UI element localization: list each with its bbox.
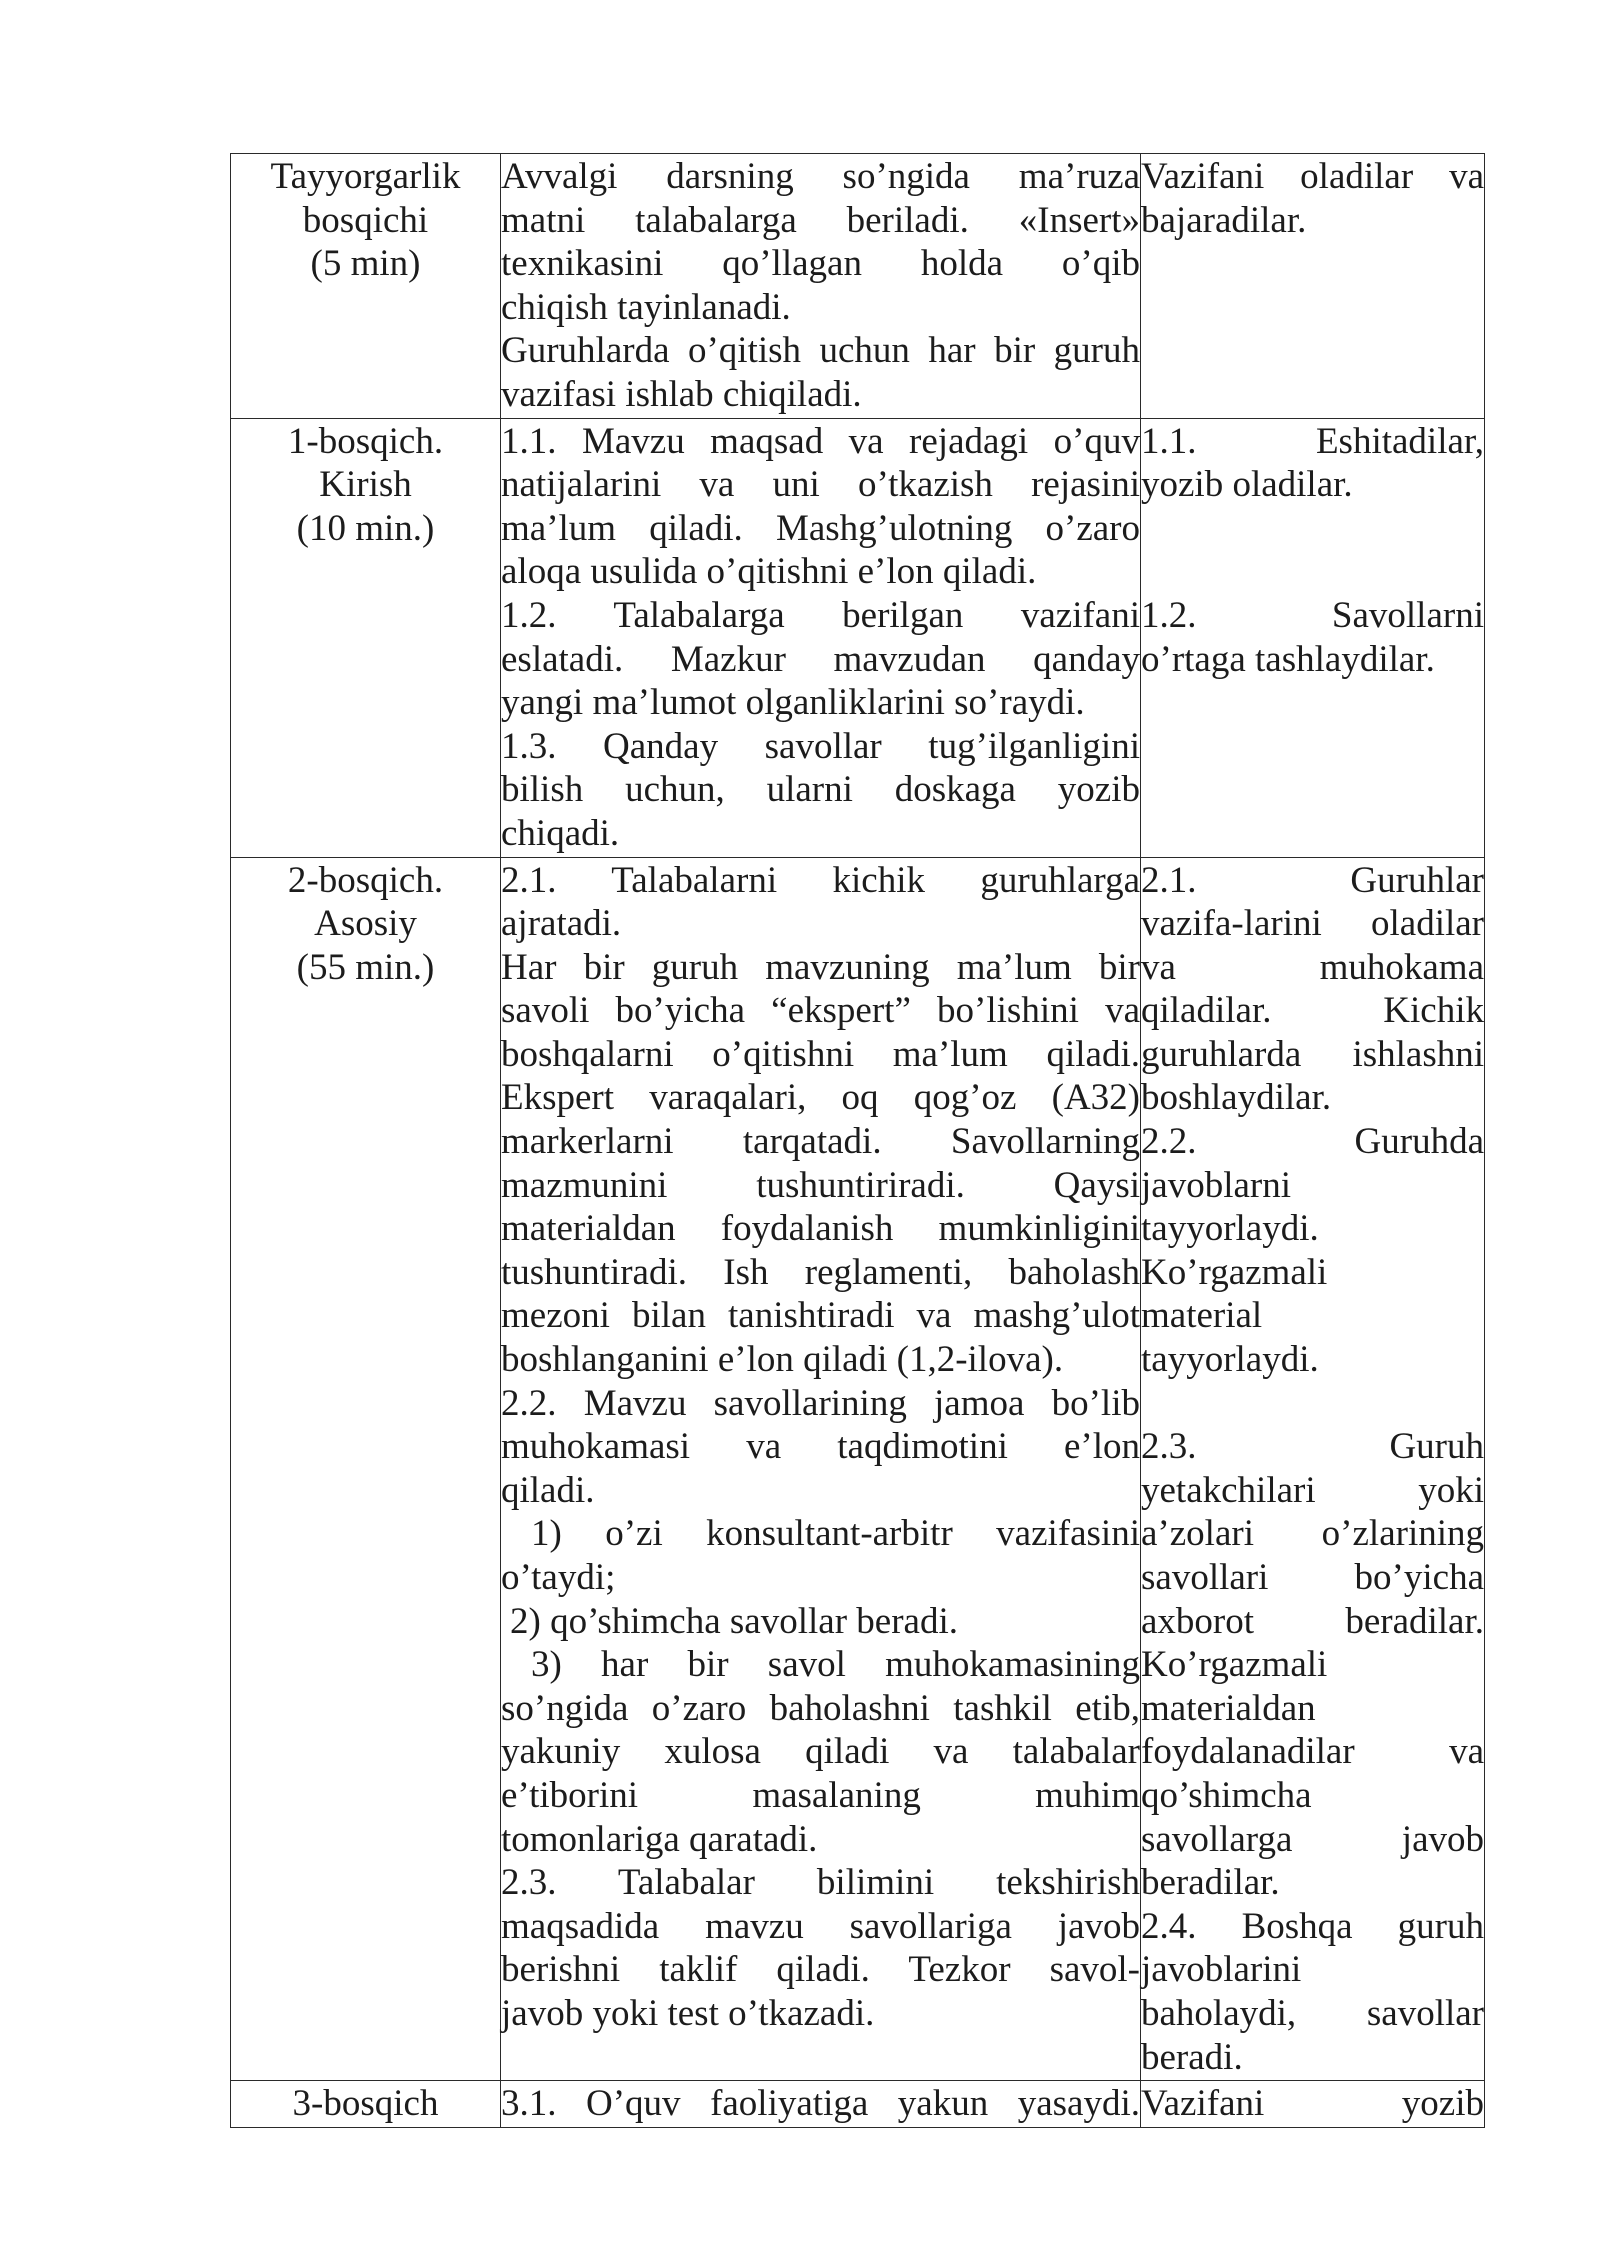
teacher-line: 2.2. Mavzu savollarining jamoa bo’lib	[501, 1382, 1140, 1424]
teacher-line: yangi ma’lumot olganliklarini so’raydi.	[501, 682, 1085, 724]
stage-line: 2-bosqich.	[287, 859, 444, 901]
teacher-line: ajratadi.	[501, 903, 622, 945]
teacher-line: 3) har bir savol muhokamasining	[531, 1644, 1140, 1686]
teacher-line: javob yoki test o’tkazadi.	[501, 1992, 875, 2034]
teacher-activity-cell	[501, 857, 1141, 2081]
student-line: 1.2. Savollarni	[1141, 594, 1484, 636]
table-row	[231, 857, 1485, 2081]
student-line: Ko’rgazmali	[1141, 1251, 1328, 1293]
student-line: 2.2. Guruhda	[1141, 1121, 1484, 1163]
student-line: javoblarini	[1141, 1949, 1302, 1991]
student-line: a’zolari o’zlarining	[1141, 1513, 1484, 1555]
student-line: o’rtaga tashlaydilar.	[1141, 638, 1435, 680]
stage-line: Asosiy	[314, 903, 417, 945]
stage-line: (55 min.)	[296, 946, 435, 988]
teacher-line: tomonlariga qaratadi.	[501, 1818, 818, 1860]
blank-line	[1141, 550, 1484, 594]
teacher-line: markerlarni tarqatadi. Savollarning	[501, 1121, 1140, 1163]
teacher-line: berishni taklif qiladi. Tezkor savol-	[501, 1949, 1140, 1991]
student-line: 2.4. Boshqa guruh	[1141, 1905, 1484, 1947]
student-line: savollari bo’yicha	[1141, 1557, 1484, 1598]
teacher-line: 3.1. O’quv faoliyatiga yakun yasaydi.	[501, 2083, 1140, 2125]
teacher-activity-cell	[501, 154, 1141, 419]
student-line: qiladilar. Kichik	[1141, 990, 1484, 1032]
teacher-line: 2.3. Talabalar bilimini tekshirish	[501, 1862, 1140, 1904]
teacher-line: natijalarini va uni o’tkazish rejasini	[501, 464, 1140, 506]
student-line: axborot beradilar.	[1141, 1600, 1484, 1642]
teacher-line: maqsadida mavzu savollariga javob	[501, 1905, 1140, 1947]
blank-line	[1141, 1382, 1484, 1426]
student-line: vazifa-larini oladilar	[1141, 903, 1484, 945]
stage-line: 3-bosqich	[292, 2083, 439, 2125]
teacher-line: qiladi.	[501, 1469, 595, 1511]
teacher-line: e’tiborini masalaning muhim	[501, 1774, 1140, 1816]
teacher-line: 2.1. Talabalarni kichik guruhlarga	[501, 859, 1140, 901]
teacher-line: 1.1. Mavzu maqsad va rejadagi o’quv	[501, 420, 1140, 462]
teacher-line: texnikasini qo’llagan holda o’qib	[501, 243, 1140, 285]
teacher-line: 1) o’zi konsultant-arbitr vazifasini	[531, 1513, 1140, 1555]
lesson-plan-table	[230, 153, 1485, 2128]
student-line: beradilar.	[1141, 1862, 1280, 1904]
student-line: 2.3. Guruh	[1141, 1426, 1484, 1468]
teacher-line: Har bir guruh mavzuning ma’lum bir	[501, 946, 1140, 988]
student-line: va muhokama	[1141, 946, 1484, 988]
teacher-line: vazifasi ishlab chiqiladi.	[501, 373, 862, 415]
teacher-line: mezoni bilan tanishtiradi va mashg’ulot	[501, 1295, 1140, 1337]
stage-line: (5 min)	[310, 243, 421, 285]
stage-cell	[231, 418, 501, 857]
stage-line: bosqichi	[302, 199, 429, 241]
teacher-line: chiqadi.	[501, 812, 620, 854]
stage-cell	[231, 2081, 501, 2128]
teacher-line: Avvalgi darsning so’ngida ma’ruza	[501, 156, 1140, 197]
teacher-line: 1.2. Talabalarga berilgan vazifani	[501, 594, 1140, 636]
table-row	[231, 2081, 1485, 2128]
student-line: boshlaydilar.	[1141, 1077, 1332, 1119]
stage-line: Tayyorgarlik	[270, 156, 461, 197]
teacher-line: ma’lum qiladi. Mashg’ulotning o’zaro	[501, 507, 1140, 549]
student-line: Vazifani oladilar va	[1141, 156, 1484, 197]
student-line: baholaydi, savollar	[1141, 1992, 1484, 2034]
teacher-activity-cell	[501, 2081, 1141, 2128]
student-line: yozib oladilar.	[1141, 464, 1353, 506]
teacher-line: so’ngida o’zaro baholashni tashkil etib,	[501, 1687, 1140, 1729]
student-line: tayyorlaydi.	[1141, 1208, 1319, 1250]
teacher-line: mazmunini tushuntiriradi. Qaysi	[501, 1164, 1140, 1206]
student-line: javoblarni	[1141, 1164, 1292, 1206]
teacher-line: chiqish tayinlanadi.	[501, 286, 791, 328]
student-line: 2.1. Guruhlar	[1141, 859, 1484, 901]
table-row	[231, 418, 1485, 857]
stage-line: 1-bosqich.	[287, 420, 444, 462]
teacher-line: 2) qo’shimcha savollar beradi.	[510, 1600, 958, 1642]
teacher-line: tushuntiradi. Ish reglamenti, baholash	[501, 1251, 1140, 1293]
student-line: Vazifani yozib	[1141, 2083, 1484, 2125]
teacher-line: Guruhlarda o’qitish uchun har bir guruh	[501, 330, 1140, 372]
student-activity-cell	[1141, 857, 1485, 2081]
student-line: qo’shimcha	[1141, 1774, 1312, 1816]
student-activity-cell	[1141, 418, 1485, 857]
student-line: savollarga javob	[1141, 1818, 1484, 1860]
table-row	[231, 154, 1485, 419]
stage-line: (10 min.)	[296, 507, 435, 549]
teacher-line: boshlanganini e’lon qiladi (1,2-ilova).	[501, 1339, 1064, 1381]
teacher-line: boshqalarni o’qitishni ma’lum qiladi.	[501, 1033, 1140, 1075]
teacher-line: yakuniy xulosa qiladi va talabalar	[501, 1731, 1140, 1773]
student-line: yetakchilari yoki	[1141, 1469, 1484, 1511]
teacher-line: Ekspert varaqalari, oq qog’oz (A32)	[501, 1077, 1140, 1119]
teacher-line: eslatadi. Mazkur mavzudan qanday	[501, 638, 1140, 680]
stage-line: Kirish	[319, 464, 412, 506]
student-line: beradi.	[1141, 2036, 1243, 2078]
student-line: tayyorlaydi.	[1141, 1339, 1319, 1381]
teacher-line: matni talabalarga beriladi. «Insert»	[501, 199, 1140, 241]
student-activity-cell	[1141, 2081, 1485, 2128]
teacher-line: o’taydi;	[501, 1557, 616, 1598]
student-line: materialdan	[1141, 1687, 1316, 1729]
teacher-line: 1.3. Qanday savollar tug’ilganligini	[501, 725, 1140, 767]
stage-cell	[231, 154, 501, 419]
student-line: guruhlarda ishlashni	[1141, 1033, 1484, 1075]
teacher-line: materialdan foydalanish mumkinligini	[501, 1208, 1140, 1250]
teacher-line: muhokamasi va taqdimotini e’lon	[501, 1426, 1140, 1468]
blank-line	[1141, 507, 1484, 551]
teacher-line: bilish uchun, ularni doskaga yozib	[501, 769, 1140, 811]
student-line: foydalanadilar va	[1141, 1731, 1484, 1773]
stage-cell	[231, 857, 501, 2081]
student-activity-cell	[1141, 154, 1485, 419]
student-line: Ko’rgazmali	[1141, 1644, 1328, 1686]
teacher-activity-cell	[501, 418, 1141, 857]
student-line: material	[1141, 1295, 1263, 1337]
student-line: bajaradilar.	[1141, 199, 1307, 241]
teacher-line: aloqa usulida o’qitishni e’lon qiladi.	[501, 551, 1037, 593]
teacher-line: savoli bo’yicha “ekspert” bo’lishini va	[501, 990, 1140, 1032]
student-line: 1.1. Eshitadilar,	[1141, 420, 1484, 462]
